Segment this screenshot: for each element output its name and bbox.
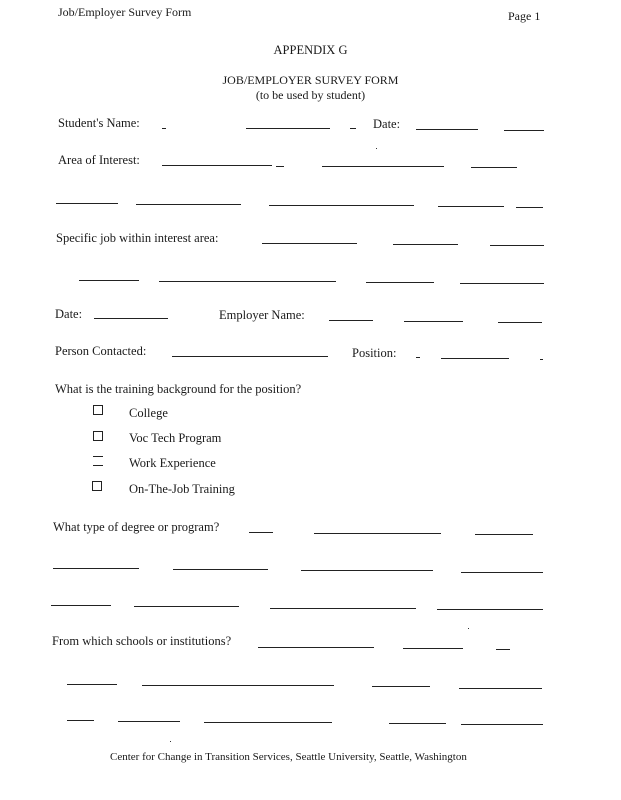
employer-name-line[interactable]	[329, 320, 373, 321]
option-label-college: College	[129, 406, 168, 420]
schools-question: From which schools or institutions?	[52, 634, 232, 648]
area-of-interest-line[interactable]	[322, 166, 444, 167]
form-subtitle: (to be used by student)	[255, 88, 366, 102]
checkbox-voc-tech[interactable]	[93, 431, 103, 441]
stray-mark	[376, 148, 377, 149]
answer-line[interactable]	[269, 205, 414, 206]
answer-line[interactable]	[134, 606, 239, 607]
employer-name-label: Employer Name:	[219, 308, 305, 322]
area-of-interest-line[interactable]	[162, 165, 272, 166]
answer-line[interactable]	[136, 204, 241, 205]
checkbox-college[interactable]	[93, 405, 103, 415]
employer-name-line[interactable]	[404, 321, 463, 322]
position-line[interactable]	[441, 358, 509, 359]
option-label-on-the-job: On-The-Job Training	[129, 482, 235, 496]
answer-line[interactable]	[461, 724, 543, 725]
checkbox-on-the-job[interactable]	[92, 481, 102, 491]
date-line[interactable]	[504, 130, 544, 131]
option-label-work-experience: Work Experience	[129, 456, 216, 470]
person-contacted-label: Person Contacted:	[55, 344, 147, 358]
answer-line[interactable]	[372, 686, 430, 687]
position-line[interactable]	[416, 357, 420, 358]
schools-line[interactable]	[496, 649, 510, 650]
position-line[interactable]	[540, 359, 543, 360]
schools-line[interactable]	[403, 648, 463, 649]
specific-job-line[interactable]	[490, 245, 544, 246]
answer-line[interactable]	[79, 280, 139, 281]
stray-mark	[170, 741, 171, 742]
page-number: Page 1	[508, 9, 541, 23]
degree-question: What type of degree or program?	[53, 520, 220, 534]
schools-line[interactable]	[258, 647, 374, 648]
specific-job-label: Specific job within interest area:	[56, 231, 219, 245]
specific-job-line[interactable]	[393, 244, 458, 245]
answer-line[interactable]	[438, 206, 504, 207]
form-header-title: Job/Employer Survey Form	[58, 5, 192, 19]
area-of-interest-line[interactable]	[276, 166, 284, 167]
area-of-interest-line[interactable]	[471, 167, 517, 168]
degree-line[interactable]	[475, 534, 533, 535]
answer-line[interactable]	[159, 281, 336, 282]
answer-line[interactable]	[516, 207, 543, 208]
footer-credit: Center for Change in Transition Services, Seattle University, Seattle, Washington	[110, 751, 467, 763]
answer-line[interactable]	[459, 688, 542, 689]
form-title: JOB/EMPLOYER SURVEY FORM	[222, 73, 399, 87]
answer-line[interactable]	[437, 609, 543, 610]
date-line[interactable]	[416, 129, 478, 130]
answer-line[interactable]	[53, 568, 139, 569]
answer-line[interactable]	[67, 720, 94, 721]
student-name-line[interactable]	[350, 128, 356, 129]
specific-job-line[interactable]	[262, 243, 357, 244]
student-name-line[interactable]	[162, 128, 166, 129]
date-label: Date:	[55, 307, 83, 321]
stray-mark	[468, 628, 469, 629]
answer-line[interactable]	[389, 723, 446, 724]
answer-line[interactable]	[461, 572, 543, 573]
student-name-line[interactable]	[246, 128, 330, 129]
degree-line[interactable]	[249, 532, 273, 533]
person-contacted-line[interactable]	[172, 356, 328, 357]
option-label-voc-tech: Voc Tech Program	[129, 431, 222, 445]
student-name-label: Student's Name:	[58, 116, 140, 130]
answer-line[interactable]	[270, 608, 416, 609]
date-line[interactable]	[94, 318, 168, 319]
appendix-heading: APPENDIX G	[273, 43, 348, 57]
answer-line[interactable]	[173, 569, 268, 570]
answer-line[interactable]	[67, 684, 117, 685]
answer-line[interactable]	[118, 721, 180, 722]
position-label: Position:	[352, 346, 397, 360]
area-of-interest-label: Area of Interest:	[58, 153, 140, 167]
date-label: Date:	[373, 117, 401, 131]
degree-line[interactable]	[314, 533, 441, 534]
answer-line[interactable]	[56, 203, 118, 204]
employer-name-line[interactable]	[498, 322, 542, 323]
answer-line[interactable]	[301, 570, 433, 571]
training-question: What is the training background for the position?	[55, 382, 302, 396]
answer-line[interactable]	[460, 283, 544, 284]
checkbox-work-experience[interactable]	[93, 456, 103, 466]
answer-line[interactable]	[142, 685, 334, 686]
answer-line[interactable]	[366, 282, 434, 283]
answer-line[interactable]	[204, 722, 332, 723]
answer-line[interactable]	[51, 605, 111, 606]
